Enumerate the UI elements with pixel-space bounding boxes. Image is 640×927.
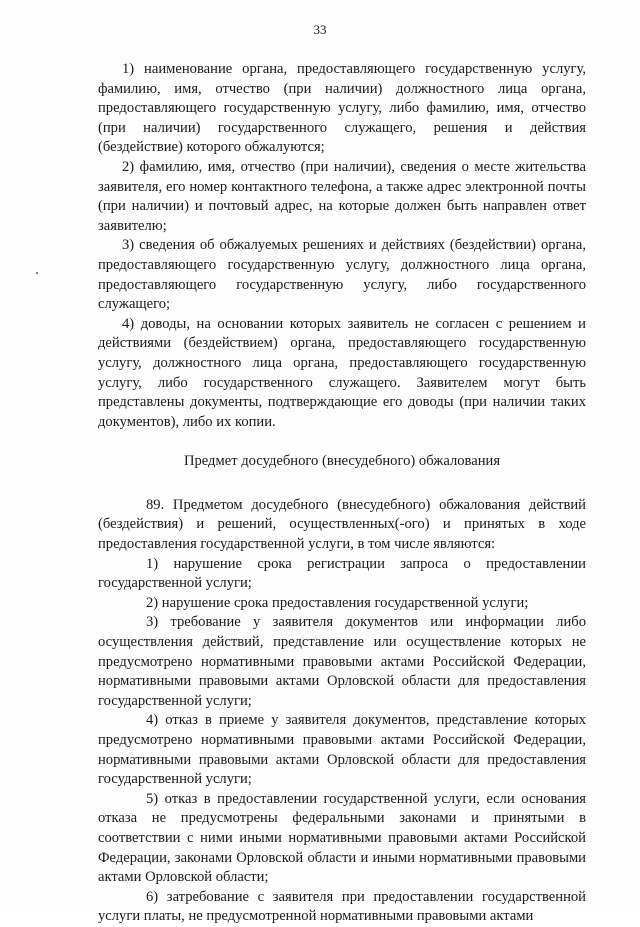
clause-89-intro: 89. Предметом досудебного (внесудебного) обжалования действий (бездействия) и решений, осуществленных(-ого) и принятых в ходе предоставления государственной услуги, в том числе являются:	[98, 496, 586, 553]
section-heading: Предмет досудебного (внесудебного) обжалования	[183, 453, 501, 470]
clause-89-item-2: 2) нарушение срока предоставления государственной услуги;	[146, 594, 529, 611]
scan-speck	[36, 272, 38, 274]
appeal-content-item-3: 3) сведения об обжалуемых решениях и действиях (бездействии) органа, предоставляющего государственную услугу, должностного лица органа, предоставляющего государственную услугу, либо государственного служащего;	[98, 237, 586, 313]
clause-89-item-5: 5) отказ в предоставлении государственной услуги, если основания отказа не предусмотрены федеральными законами и принятыми в соответствии с ними иными нормативными правовыми актами Российской Федерации, законами Орловской области и иными нормативными правовыми актами Орловской области;	[98, 790, 586, 886]
clause-89-item-1: 1) нарушение срока регистрации запроса о предоставлении государственной услуги;	[98, 555, 586, 592]
appeal-content-item-4: 4) доводы, на основании которых заявитель не согласен с решением и действиями (бездействием) органа, предоставляющего государственную услугу, должностного лица органа, предоставляющего государственную услугу, либо государственного служащего. Заявителем могут быть представлены документы, подтверждающие его доводы (при наличии таких документов), либо их копии.	[98, 315, 586, 430]
appeal-content-item-1: 1) наименование органа, предоставляющего государственную услугу, фамилию, имя, отчество (при наличии) должностного лица органа, предоставляющего государственную услугу, либо фамилию, имя, отчество (при наличии) государственного служащего, решения и действия (бездействие) которого обжалуются;	[98, 61, 586, 156]
clause-89-item-3: 3) требование у заявителя документов или информации либо осуществления действий, представление или осуществление которых не предусмотрено нормативными правовыми актами Российской Федерации, нормативными правовыми актами Орловской области для предоставления государственной услуги;	[98, 614, 586, 709]
clause-89-item-4: 4) отказ в приеме у заявителя документов, представление которых предусмотрено нормативными правовыми актами Российской Федерации, нормативными правовыми актами Орловской области для предоставления государственной услуги;	[98, 712, 586, 788]
appeal-content-item-2: 2) фамилию, имя, отчество (при наличии), сведения о месте жительства заявителя, его номер контактного телефона, а также адрес электронной почты (при наличии) и почтовый адрес, на которые должен быть направлен ответ заявителю;	[98, 158, 586, 234]
page-number: 33	[313, 22, 327, 37]
document-body	[98, 60, 586, 927]
clause-89-item-6: 6) затребование с заявителя при предоставлении государственной услуги платы, не предусмотренной нормативными правовыми актами	[98, 888, 586, 925]
